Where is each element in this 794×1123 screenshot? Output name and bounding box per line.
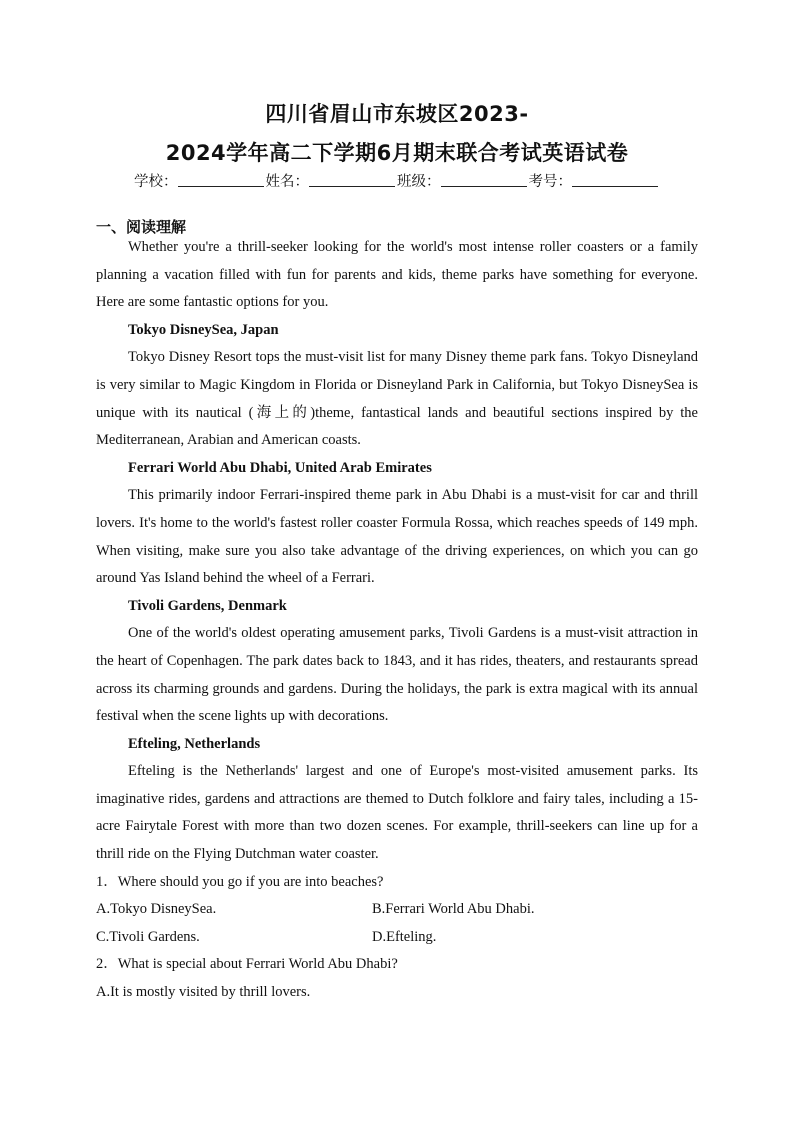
park-paragraph: Efteling is the Netherlands' largest and one of Europe's most-visited amusement parks. Its imaginative rides, gardens and attractions are themed to Dutch folklore and fairy tales, including a 15-acre Fairytale Forest with more than two dozen scenes. For example, thrill-seekers can line up for a thrill ride on the Flying Dutchman water coaster.	[96, 763, 698, 863]
park-heading: Ferrari World Abu Dhabi, United Arab Emirates	[128, 459, 432, 476]
park-paragraph: This primarily indoor Ferrari-inspired theme park in Abu Dhabi is a must-visit for car and thrill lovers. It's home to the world's fastest roller coaster Formula Rossa, which reaches speeds of 149 mph. When visiting, make sure you also take advantage of the driving experiences, on which you can go around Yas Island behind the wheel of a Ferrari.	[96, 487, 698, 587]
intro-paragraph: Whether you're a thrill-seeker looking for the world's most intense roller coasters or a family planning a vacation filled with fun for parents and kids, theme parks have something for everyone. Here are some fantastic options for you.	[96, 239, 698, 311]
question-options-row	[96, 979, 698, 1007]
question-options-row	[96, 924, 698, 952]
option-b[interactable]: B.Ferrari World Abu Dhabi.	[372, 901, 535, 918]
class-blank[interactable]	[441, 172, 527, 187]
question-stem: 1．Where should you go if you are into beaches?	[96, 873, 384, 890]
exam-title-line-2: 2024学年高二下学期6月期末联合考试英语试卷	[165, 141, 629, 165]
student-info-line	[0, 170, 794, 191]
class-label: 班级：	[397, 174, 441, 190]
option-d[interactable]: D.Efteling.	[372, 928, 437, 945]
school-label: 学校：	[134, 174, 178, 190]
section-heading: 一、阅读理解	[96, 218, 187, 236]
option-c[interactable]: C.Tivoli Gardens.	[96, 928, 200, 945]
option-a[interactable]: A.It is mostly visited by thrill lovers.	[96, 984, 311, 1001]
exam-number-label: 考号：	[528, 174, 572, 190]
question-stem: 2．What is special about Ferrari World Abu Dhabi?	[96, 956, 398, 973]
question-options-row	[96, 896, 698, 924]
name-blank[interactable]	[309, 172, 395, 187]
park-heading: Tokyo DisneySea, Japan	[128, 321, 279, 338]
park-heading: Tivoli Gardens, Denmark	[128, 597, 287, 614]
exam-title-line-1: 四川省眉山市东坡区2023-	[265, 102, 529, 126]
park-paragraph: Tokyo Disney Resort tops the must-visit list for many Disney theme park fans. Tokyo Disneyland is very similar to Magic Kingdom in Florida or Disneyland Park in California, but Tokyo DisneySea is unique with its nautical (海上的)theme, fantastical lands and beautiful sections inspired by the Mediterranean, Arabian and American coasts.	[96, 349, 698, 449]
park-paragraph: One of the world's oldest operating amusement parks, Tivoli Gardens is a must-visit attraction in the heart of Copenhagen. The park dates back to 1843, and it has rides, theaters, and restaurants spread across its charming grounds and gardens. During the holidays, the park is extra magical with its annual festival when the scene lights up with decorations.	[96, 625, 698, 725]
park-heading: Efteling, Netherlands	[128, 735, 261, 752]
school-blank[interactable]	[178, 172, 264, 187]
option-a[interactable]: A.Tokyo DisneySea.	[96, 901, 217, 918]
exam-number-blank[interactable]	[572, 172, 658, 187]
reading-passage	[96, 234, 698, 1007]
name-label: 姓名：	[265, 174, 309, 190]
